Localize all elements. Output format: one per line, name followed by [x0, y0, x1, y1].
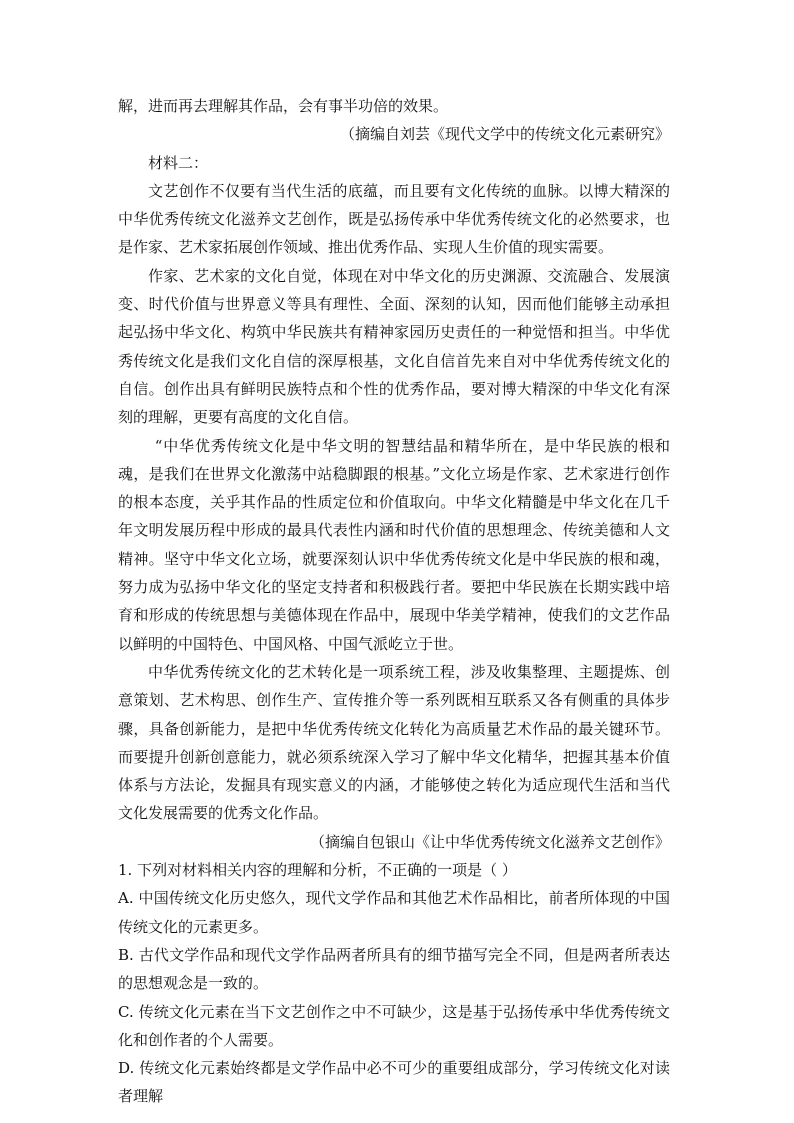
option-a: A. 中国传统文化历史悠久，现代文学作品和其他艺术作品相比，前者所体现的中国传统文化的元素更多。 [118, 889, 670, 936]
continued-paragraph: 解，进而再去理解其作品，会有事半功倍的效果。 [118, 97, 449, 115]
option-c: C. 传统文化元素在当下文艺创作之中不可缺少，这是基于弘扬传承中华优秀传统文化和创作者的个人需要。 [118, 1002, 670, 1049]
source-citation-1: （摘编自刘芸《现代文学中的传统文化元素研究》 [339, 125, 670, 144]
question-1: 1. 下列对材料相关内容的理解和分析，不正确的一项是（ ） [118, 861, 517, 880]
material-2-paragraph-4: 中华优秀传统文化的艺术转化是一项系统工程，涉及收集整理、主题提炼、创意策划、艺术构思、创作生产、宣传推介等一系列既相互联系又各有侧重的具体步骤，具备创新能力，是把中华优秀传统文化转化为高质量艺术作品的最关键环节。而要提升创新创意能力，就必须系统深入学习了解中华文化精华，把握其基本价值体系与方法论，发掘具有现实意义的内涵，才能够使之转化为适应现代生活和当代文化发展需要的优秀文化作品。 [118, 662, 670, 823]
material-2-label: 材料二： [148, 153, 209, 172]
option-d: D. 传统文化元素始终都是文学作品中必不可少的重要组成部分，学习传统文化对读者理解 [118, 1059, 670, 1106]
material-2-paragraph-3: “中华优秀传统文化是中华文明的智慧结晶和精华所在，是中华民族的根和魂，是我们在世界文化激荡中站稳脚跟的根基。”文化立场是作家、艺术家进行创作的根本态度，关乎其作品的性质定位和价值取向。中华文化精髓是中华文化在几千年文明发展历程中形成的最具代表性内涵和时代价值的思想理念、传统美德和人文精神。坚守中华文化立场，就要深刻认识中华优秀传统文化是中华民族的根和魂，努力成为弘扬中华文化的坚定支持者和积极践行者。要把中华民族在长期实践中培育和形成的传统思想与美德体现在作品中，展现中华美学精神，使我们的文艺作品以鲜明的中国特色、中国风格、中国气派屹立于世。 [118, 436, 670, 653]
material-2-paragraph-1: 文艺创作不仅要有当代生活的底蕴，而且要有文化传统的血脉。以博大精深的中华优秀传统文化滋养文艺创作，既是弘扬传承中华优秀传统文化的必然要求，也是作家、艺术家拓展创作领域、推出优秀作品、实现人生价值的现实需要。 [118, 181, 670, 257]
option-b: B. 古代文学作品和现代文学作品两者所具有的细节描写完全不同，但是两者所表达的思想观念是一致的。 [118, 945, 670, 993]
document-page [118, 92, 670, 1111]
material-2-paragraph-2: 作家、艺术家的文化自觉，体现在对中华文化的历史渊源、交流融合、发展演变、时代价值与世界意义等具有理性、全面、深刻的认知，因而他们能够主动承担起弘扬中华文化、构筑中华民族共有精神家园历史责任的一种觉悟和担当。中华优秀传统文化是我们文化自信的深厚根基，文化自信首先来自对中华优秀传统文化的自信。创作出具有鲜明民族特点和个性的优秀作品，要对博大精深的中华文化有深刻的理解，更要有高度的文化自信。 [118, 266, 670, 427]
source-citation-2: （摘编自包银山《让中华优秀传统文化滋养文艺创作》 [309, 832, 670, 851]
